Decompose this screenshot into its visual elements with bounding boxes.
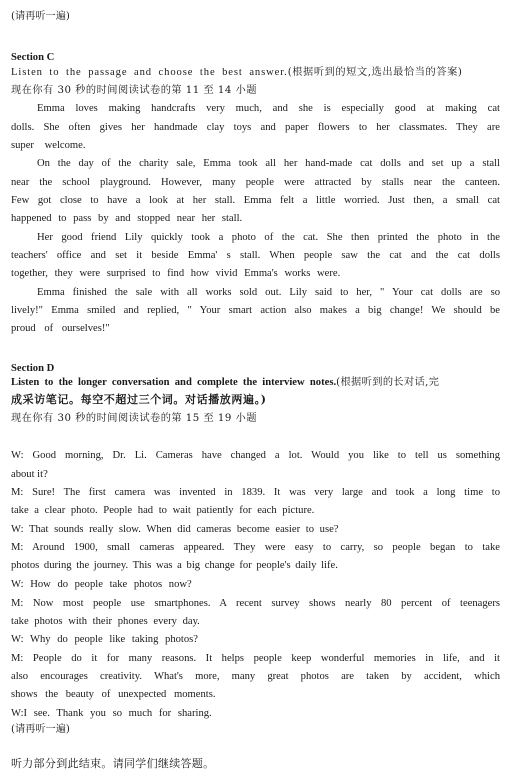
repeat-note-top: (请再听一遍) xyxy=(11,11,70,22)
section-d-instruction-cn-2: 成采访笔记。每空不超过三个词。对话播放两遍。) xyxy=(11,393,267,406)
dialogue-line: take a clear photo. People had to wait patiently for each picture. xyxy=(11,505,315,516)
dialogue-line: W: Why do people like taking photos? xyxy=(11,634,198,645)
passage-line: teachers' office and set it beside Emma' s stall. When people saw the cat and the cat dolls xyxy=(11,250,500,261)
section-c-heading: Section C xyxy=(11,52,55,63)
passage-line: Emma loves making handcrafts very much, and she is especially good at making cat xyxy=(37,103,500,114)
dialogue-line: M: Now most people use smartphones. A recent survey shows nearly 80 percent of teenagers xyxy=(11,598,500,609)
dialogue-line: M: People do it for many reasons. It helps people keep wonderful memories in life, and it xyxy=(11,653,500,664)
passage-line: Emma finished the sale with all works sold out. Lily said to her, " Your cat dolls are so xyxy=(37,287,500,298)
dialogue-line: W:I see. Thank you so much for sharing. xyxy=(11,708,212,719)
end-note: 听力部分到此结束。请同学们继续答题。 xyxy=(11,757,215,770)
passage-line: On the day of the charity sale, Emma took all her hand-made cat dolls and set up a stall xyxy=(37,158,500,169)
passage-line: happened to pass by and stopped near her stall. xyxy=(11,213,243,224)
dialogue-line: W: That sounds really slow. When did cameras become easier to use? xyxy=(11,524,339,535)
passage-line: Her good friend Lily quickly took a photo of the cat. She then printed the photo in the xyxy=(37,232,500,243)
dialogue-line: M: Sure! The first camera was invented in 1839. It was very large and took a long time to xyxy=(11,487,500,498)
section-d-instruction-cn-1: (根据听到的长对话,完 xyxy=(336,377,440,388)
passage-line: proud of ourselves!" xyxy=(11,323,110,334)
repeat-note: (请再听一遍) xyxy=(11,724,70,735)
dialogue-line: photos during the journey. This was a big change for people's daily life. xyxy=(11,560,338,571)
section-c-instruction-cn: (根据听到的短文,选出最恰当的答案) xyxy=(287,67,463,78)
dialogue-line: W: Good morning, Dr. Li. Cameras have changed a lot. Would you like to tell us something xyxy=(11,450,500,461)
section-d-instruction-en: Listen to the longer conversation and complete the interview notes. xyxy=(11,377,337,388)
section-c-instruction xyxy=(11,66,500,80)
dialogue-line: take photos with their phones every day. xyxy=(11,616,200,627)
passage-line: together, they were surprised to find how vivid Emma's works were. xyxy=(11,268,341,279)
dialogue-line: M: Around 1900, small cameras appeared. They were easy to carry, so people began to take xyxy=(11,542,500,553)
dialogue-line: also encourages creativity. What's more, many great photos are taken by accident, which xyxy=(11,671,500,682)
passage-line: dolls. She often gives her handmade clay toys and paper flowers to her classmates. They are xyxy=(11,122,500,133)
passage-line: super welcome. xyxy=(11,140,86,151)
section-d-instruction xyxy=(11,376,500,390)
section-c-instruction-en: Listen to the passage and choose the best answer. xyxy=(11,67,288,78)
section-d-heading: Section D xyxy=(11,363,55,374)
dialogue-line: about it? xyxy=(11,469,48,480)
dialogue-line: W: How do people take photos now? xyxy=(11,579,192,590)
section-d-time-note: 现在你有 30 秒的时间阅读试卷的第 15 至 19 小题 xyxy=(11,413,258,424)
dialogue-line: shows the beauty of unexpected moments. xyxy=(11,689,216,700)
section-c-time-note: 现在你有 30 秒的时间阅读试卷的第 11 至 14 小题 xyxy=(11,85,258,96)
passage-line: near the school playground. However, many people were attracted by stalls near the canteen. xyxy=(11,177,500,188)
passage-line: Few got close to have a look at her stall. Emma felt a little worried. Just then, a small cat xyxy=(11,195,500,206)
passage-line: lively!" Emma smiled and replied, " Your smart action also makes a big change! We should be xyxy=(11,305,500,316)
